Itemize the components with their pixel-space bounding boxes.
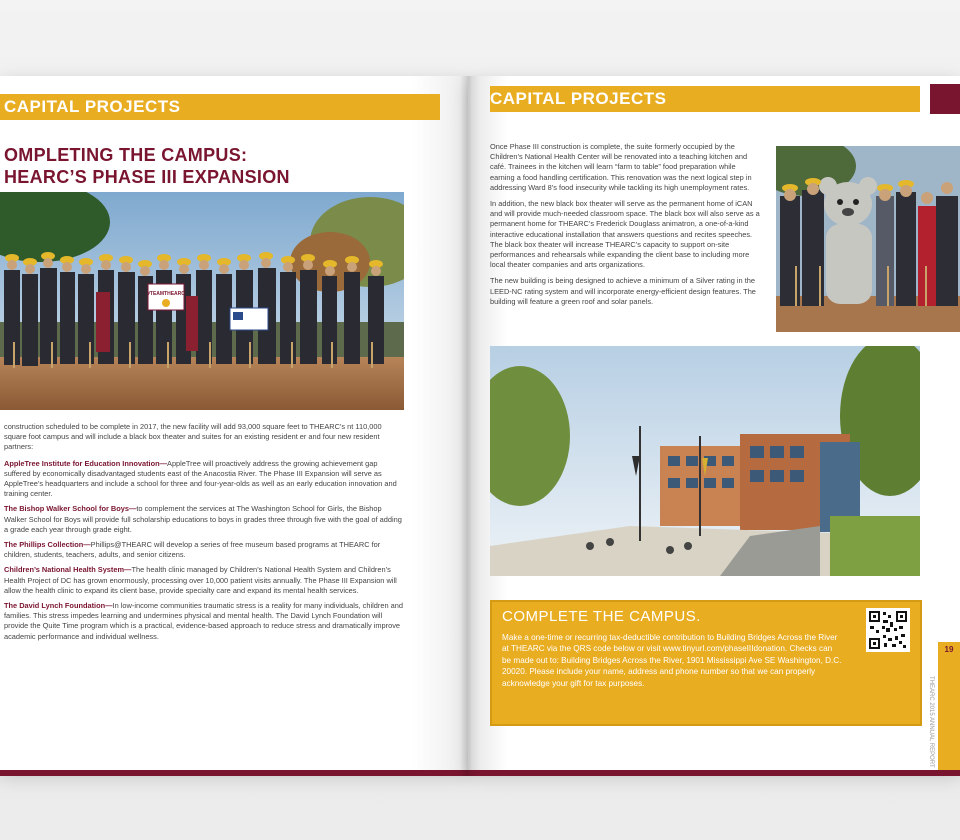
section-title: CAPITAL PROJECTS [4, 97, 181, 116]
page-number: 19 [944, 645, 954, 654]
headline-line-1: OMPLETING THE CAMPUS: [4, 145, 248, 165]
body-paragraph: Once Phase III construction is complete, the suite formerly occupied by the Children’s National Health Center will be renovated into a teaching kitchen and café. Trainees in the kitchen will learn “farm to table” food preparation while earning a food handling certification. This renovation was the next logical step in addressing Ward 8’s food insecurity while tackling its high unemployment rates. [490, 142, 752, 192]
partner-text: AppleTree will proactively address the growing achievement gap suffered by economically disadvantaged students east of the Anacostia River. The Phase III Expansion will serve as AppleTree’s headquarters and include a school for three and four-year-olds as well as an early education innovation and training center. [4, 458, 397, 499]
body-paragraph: The new building is being designed to achieve a minimum of a Silver rating in the LEED-NC rating system and will incorporate energy-efficient design features. The building will feature a green roof and solar panels. [490, 276, 756, 306]
report-footer [922, 676, 936, 770]
groundbreaking-photo [0, 192, 404, 410]
partner-text: In low-income communities traumatic stress is a reality for many individuals, children and families. This stress impedes learning and undermines physical and mental health. The David Lynch Foundation will provide the Quite Time program which is a practical, evidence-based approach to reduce stress and dramatically improve academic performance and individual wellness. [4, 601, 403, 641]
section-title: CAPITAL PROJECTS [490, 89, 667, 108]
book-spine-shadow [460, 76, 480, 776]
right-page-edge [468, 770, 960, 776]
partner-name: The Phillips Collection— [4, 540, 91, 550]
partner-item [4, 459, 404, 500]
report-footer-text: THEARC 2015 ANNUAL REPORT [928, 676, 934, 768]
right-body-text [490, 142, 762, 313]
partner-item [4, 540, 404, 560]
headline-line-2: HEARC’S PHASE III EXPANSION [4, 167, 290, 187]
callout-title: COMPLETE THE CAMPUS. [502, 608, 701, 625]
left-body-text [4, 422, 404, 647]
qr-code-icon[interactable] [866, 608, 910, 652]
left-page [0, 76, 468, 770]
partner-name: AppleTree Institute for Education Innovation— [4, 458, 168, 468]
partner-item [4, 601, 404, 642]
mascot-group-photo [776, 146, 960, 332]
intro-paragraph: construction scheduled to be complete in 2017, the new facility will add 93,000 square feet to THEARC’s nt 110,000 square foot campus and will include a black box theater and suites for an existing resident er and four new resident partners: [4, 422, 382, 452]
partner-text: Phillips@THEARC will develop a series of free museum based programs at THEARC for children, students, teachers, adults, and senior citizens. [4, 540, 381, 560]
section-header-band [0, 94, 440, 120]
section-header-band [490, 86, 920, 112]
body-paragraph: In addition, the new black box theater will serve as the permanent home of iCAN and will provide much-needed classroom space. The black box will also serve as a permanent home for THEARC’s Frederick Douglass animatron, a one-of-a-kind interactive educational installation that answers questions and recites speeches. The black box theater will increase THEARC’s capacity to support on-site performances and rehearsals while expanding the client base to including more local theater companies and arts organizations. [490, 199, 760, 270]
partner-name: The David Lynch Foundation— [4, 601, 113, 611]
partner-item [4, 504, 404, 535]
photo-sign-text: #TEAMTHEARC [147, 291, 185, 297]
callout-body: Make a one-time or recurring tax-deductible contribution to Building Bridges Across the River at THEARC via the QRS code below or visit www.tinyurl.com/phaseIIIdonation. Checks can be made out to: Building Bridges Across the River, 1901 Mississippi Ave SE Washington, D.C. 20020. Please include your name, address and phone number so that we can properly acknowledge your gift for tax purposes. [502, 633, 842, 688]
left-page-edge [0, 770, 468, 776]
partner-name: Children’s National Health System— [4, 565, 132, 575]
partner-name: The Bishop Walker School for Boys— [4, 504, 137, 514]
partner-text: to complement the services at The Washington School for Girls, the Bishop Walker School for Boys will provide full scholarship educations to boys in grades three through five with the goal of adding a grade each year through grade eight. [4, 504, 402, 534]
partner-item [4, 565, 404, 596]
page-headline [4, 144, 290, 188]
gold-side-bar [938, 660, 960, 770]
page-number-tab [938, 642, 960, 660]
building-rendering [490, 346, 920, 576]
right-page [468, 76, 960, 770]
maroon-corner-tab [930, 84, 960, 114]
donation-callout [490, 600, 922, 726]
partner-text: The health clinic managed by Children’s National Health System and Children’s Health Project of DC has grown enormously, processing over 10,000 patient visits annually. The Phase III Expansion will allow the health clinic to expand its client base, provide specialty care and expand its mental health services. [4, 565, 397, 595]
